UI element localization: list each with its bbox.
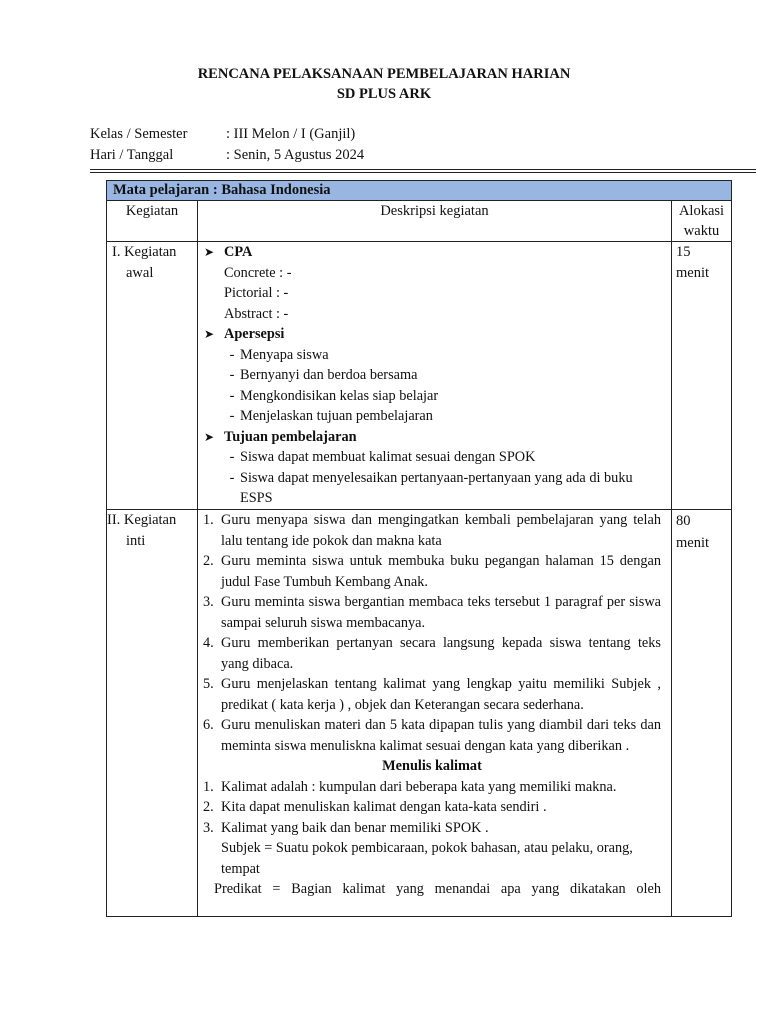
list-item: 5. Guru menjelaskan tentang kalimat yang lengkap yaitu memiliki Subjek , predikat ( kata kerja ) , objek dan Keterangan secara sederhana. — [203, 676, 661, 713]
table-border — [731, 180, 732, 917]
arrow-bullet-icon: ➤ — [204, 245, 215, 259]
subject-header: Mata pelajaran : Bahasa Indonesia — [113, 182, 331, 198]
list-item: - Menjelaskan tujuan pembelajaran — [229, 408, 433, 424]
list-item: 2. Guru meminta siswa untuk membuka buku pegangan halaman 15 dengan judul Fase Tumbuh Kembang Anak. — [203, 553, 661, 590]
table-border — [106, 180, 732, 181]
arrow-bullet-icon: ➤ — [204, 429, 215, 444]
subjek-definition: Subjek = Suatu pokok pembicaraan, pokok bahasan, atau pelaku, orang, tempat — [221, 840, 633, 877]
apersepsi-heading: ➤ Apersepsi — [204, 324, 666, 345]
time-cell-core: 80 menit — [676, 513, 710, 551]
list-item: 1. Guru menyapa siswa dan mengingatkan kembali pembelajaran yang telah lalu tentang ide pokok dan makna kata — [203, 512, 661, 549]
description-cell-opening — [204, 242, 666, 509]
list-item: - Mengkondisikan kelas siap belajar — [229, 387, 439, 404]
activity-cell-core: II. Kegiatan inti — [107, 512, 177, 549]
list-item: Pictorial : - — [224, 285, 289, 301]
class-value: : III Melon / I (Ganjil) — [226, 126, 356, 142]
table-border — [197, 200, 198, 917]
list-item: - Bernyanyi dan berdoa bersama — [229, 367, 418, 383]
table-border — [106, 916, 732, 917]
table-border — [671, 200, 672, 917]
day-date-row — [90, 145, 364, 165]
school-name: SD PLUS ARK — [336, 86, 432, 102]
column-header-activity: Kegiatan — [125, 203, 179, 219]
list-item: 1. Kalimat adalah : kumpulan dari beberapa kata yang memiliki makna. — [203, 778, 617, 795]
lesson-table — [106, 180, 732, 917]
tujuan-heading: ➤ Tujuan pembelajaran — [204, 427, 666, 448]
document-title: RENCANA PELAKSANAAN PEMBELAJARAN HARIAN — [197, 66, 571, 82]
date-value: : Senin, 5 Agustus 2024 — [226, 147, 365, 163]
divider-line — [90, 169, 756, 170]
section-heading: Menulis kalimat — [382, 758, 482, 774]
predikat-definition: Predikat = Bagian kalimat yang menandai apa yang dikatakan oleh — [214, 881, 661, 897]
list-item: - Siswa dapat menyelesaikan pertanyaan-pertanyaan yang ada di buku ESPS — [229, 469, 633, 506]
list-item: - Siswa dapat membuat kalimat sesuai dengan SPOK — [229, 449, 536, 465]
list-item: 3. Guru meminta siswa bergantian membaca teks tersebut 1 paragraf per siswa sampai seluruh siswa membacanya. — [203, 594, 661, 631]
list-item: - Menyapa siswa — [229, 346, 329, 363]
date-label: Hari / Tanggal — [90, 147, 174, 163]
class-label: Kelas / Semester — [90, 126, 188, 142]
list-item: 6. Guru menuliskan materi dan 5 kata dipapan tulis yang diambil dari teks dan meminta siswa menuliskna kalimat sesuai dengan kata yang diberikan . — [203, 717, 661, 754]
class-semester-row — [90, 124, 355, 144]
arrow-bullet-icon: ➤ — [204, 327, 215, 341]
list-item: 3. Kalimat yang baik dan benar memiliki SPOK . — [203, 819, 489, 836]
column-header-description: Deskripsi kegiatan — [380, 203, 489, 219]
column-header-time: Alokasi waktu — [678, 203, 725, 239]
cpa-heading: ➤ CPA — [204, 242, 666, 263]
list-item: Abstract : - — [224, 305, 289, 322]
activity-cell-opening: I. Kegiatan awal — [112, 244, 177, 281]
time-cell-opening: 15 menit — [676, 244, 710, 281]
list-item: Concrete : - — [224, 264, 292, 281]
list-item: 4. Guru memberikan pertanyan secara langsung kepada siswa tentang teks yang dibaca. — [203, 635, 661, 672]
description-cell-core — [203, 510, 661, 899]
list-item: 2. Kita dapat menuliskan kalimat dengan kata-kata sendiri . — [203, 799, 547, 815]
divider-line — [90, 172, 756, 173]
